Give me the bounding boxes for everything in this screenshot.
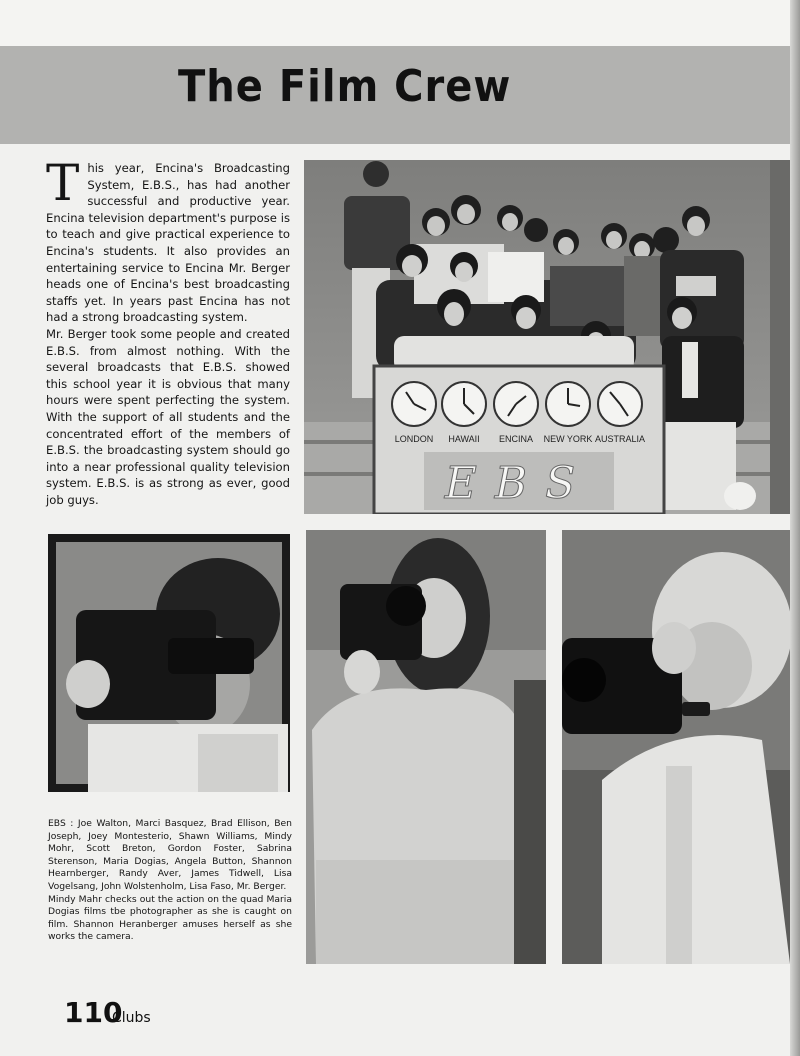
camera-photo-shannon	[562, 530, 790, 964]
clock-label: AUSTRALIA	[594, 434, 646, 444]
story-paragraph-1	[46, 154, 290, 326]
group-photo-image	[304, 160, 790, 514]
clock-label: ENCINA	[498, 434, 534, 444]
camera-photo-shannon-image	[562, 530, 790, 964]
camera-photo-mindy	[48, 534, 290, 792]
camera-photo-maria	[306, 530, 546, 964]
caption-members: EBS : Joe Walton, Marci Basquez, Brad Ellison, Ben Joseph, Joey Montesterio, Shawn Williams, Mindy Mohr, Scott Breton, Gordon Foster, Sabrina Sterenson, Maria Dogias, Angela Button, Shannon Hearnberger, Randy Aver, James Tidwell, Lisa Vogelsang, John Wolstenholm, Lisa Faso, Mr. Berger.	[48, 818, 292, 892]
group-photo	[304, 160, 790, 514]
camera-photo-mindy-image	[48, 534, 290, 792]
drop-cap: T	[46, 154, 80, 212]
page-edge-shadow	[790, 0, 800, 1056]
page-number: 110	[64, 996, 123, 1029]
clock-label: LONDON	[394, 434, 434, 444]
photo-caption	[48, 818, 292, 944]
caption-photo-notes: Mindy Mahr checks out the action on the quad Maria Dogias films tbe photographer as she is caught on film. Shannon Heranberger amuses herself as she works the camera.	[48, 893, 292, 943]
clock-label: HAWAII	[448, 434, 480, 444]
page-title: The Film Crew	[178, 62, 512, 112]
ebs-board-lettering: EBS	[444, 458, 594, 509]
section-name: Clubs	[112, 1010, 151, 1026]
camera-photo-maria-image	[306, 530, 546, 964]
story-paragraph-2: Mr. Berger took some people and created E.B.S. from almost nothing. With the several broadcasts that E.B.S. showed this school year it is obvious that many hours were spent perfecting the system. With the support of all students and the concentrated effort of the members of E.B.S. the broadcasting system should go into a near professional quality television system. E.B.S. is as strong as ever, good job guys.	[46, 326, 290, 507]
page-top-margin	[0, 0, 800, 46]
clock-label: NEW YORK	[543, 434, 593, 444]
story-text	[46, 154, 290, 508]
story-paragraph-1-text: his year, Encina's Broadcasting System, E.B.S., has had another successful and productive year. Encina television department's purpose is to teach and give practical experience to Encina's students. It also provides an entertaining service to Encina Mr. Berger heads one of Encina's best broadcasting staffs yet. In years past Encina has not had a strong broadcasting system.	[46, 161, 290, 325]
